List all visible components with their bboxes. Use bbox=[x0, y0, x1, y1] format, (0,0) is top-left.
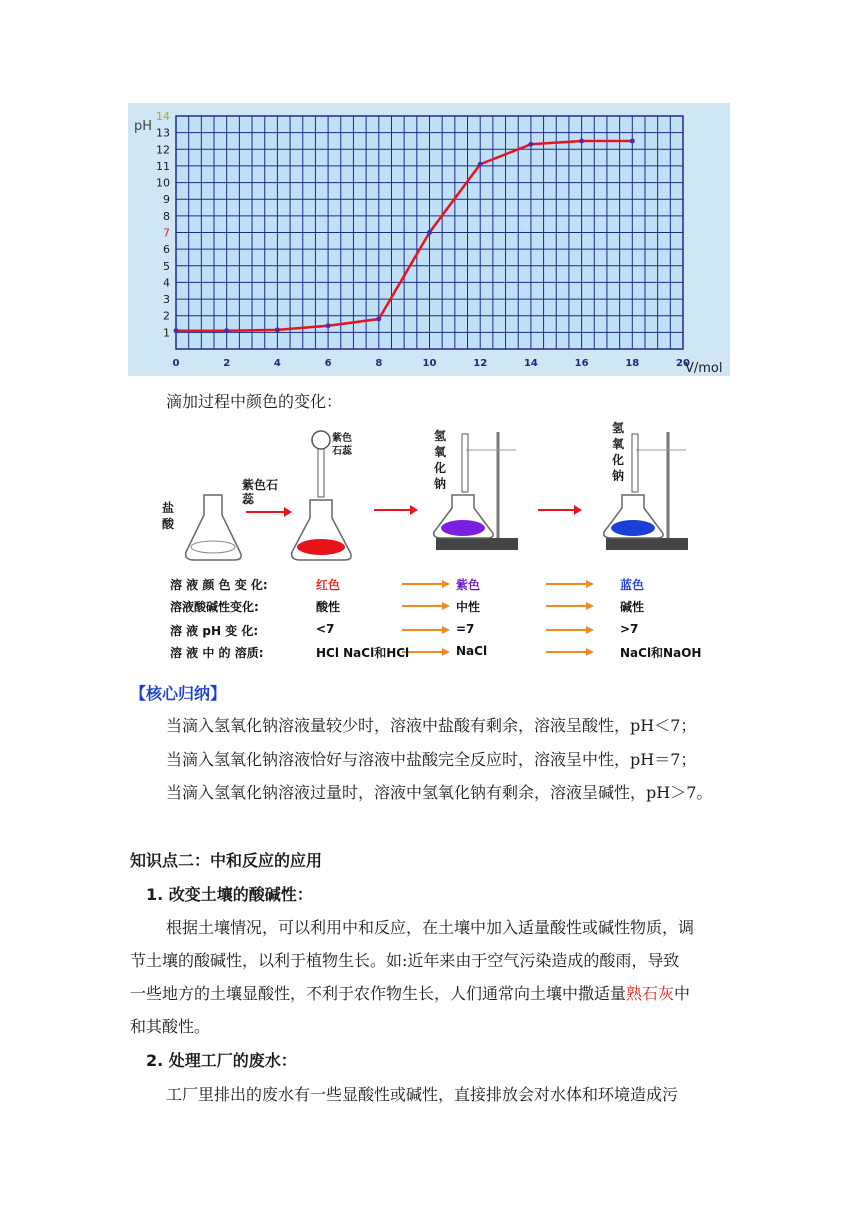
titration-process-figure bbox=[162, 420, 706, 670]
table-arrow-head bbox=[442, 648, 450, 656]
table-arrow-head bbox=[442, 626, 450, 634]
data-point bbox=[376, 317, 381, 322]
data-point bbox=[478, 162, 483, 167]
process-table-cell: 蓝色 bbox=[620, 578, 645, 592]
core-line-3: 当滴入氢氧化钠溶液过量时，溶液中氢氧化钠有剩余，溶液呈碱性，pH＞7。 bbox=[166, 783, 713, 802]
arrow-icon bbox=[246, 507, 292, 517]
item1-line-3 bbox=[130, 984, 690, 1004]
table-arrows bbox=[402, 580, 594, 656]
data-point bbox=[275, 327, 280, 332]
process-table-cell: NaCl bbox=[456, 644, 488, 658]
process-table-cell: 红色 bbox=[316, 578, 341, 592]
y-tick-label: 12 bbox=[156, 143, 170, 157]
y-tick-label: 11 bbox=[156, 159, 170, 173]
data-point bbox=[579, 138, 584, 143]
table-arrow-head bbox=[442, 580, 450, 588]
process-table-cell: 中性 bbox=[456, 600, 481, 614]
y-tick-label: 8 bbox=[163, 209, 170, 223]
litmus-dropper-label: 紫色石蕊 bbox=[332, 433, 352, 457]
y-tick-label: 4 bbox=[163, 276, 170, 290]
y-tick-label: 10 bbox=[156, 176, 170, 190]
flask-hcl bbox=[186, 495, 241, 560]
y-tick-label: 6 bbox=[163, 243, 170, 257]
litmus-arrow-label: 紫色石蕊 bbox=[242, 478, 279, 506]
item1-title: 1. 改变土壤的酸碱性： bbox=[146, 885, 313, 904]
table-arrow-head bbox=[586, 580, 594, 588]
y-tick-label: 3 bbox=[163, 293, 170, 307]
x-tick-label: 8 bbox=[375, 358, 383, 369]
data-point bbox=[630, 138, 635, 143]
process-table-cell: =7 bbox=[456, 622, 475, 636]
y-tick-label: 2 bbox=[163, 309, 170, 323]
x-tick-label: 20 bbox=[676, 358, 690, 369]
naoh-label-1: 氢氧化钠 bbox=[434, 429, 447, 491]
x-tick-label: 4 bbox=[273, 358, 281, 369]
x-tick-label: 14 bbox=[523, 358, 538, 369]
x-tick-label: 12 bbox=[473, 358, 488, 369]
x-tick-label: 0 bbox=[172, 358, 180, 369]
flask-red bbox=[292, 500, 351, 560]
x-tick-label: 6 bbox=[324, 358, 332, 369]
arrow-icon bbox=[374, 505, 418, 515]
process-table-cell: 紫色 bbox=[456, 578, 481, 592]
highlight-slaked-lime: 熟石灰 bbox=[626, 984, 675, 1003]
item1-line-4: 和其酸性。 bbox=[130, 1017, 211, 1036]
x-axis-label: V/mol bbox=[685, 361, 723, 376]
data-point bbox=[326, 323, 331, 328]
y-tick-label: 13 bbox=[156, 126, 170, 140]
process-table-cell: >7 bbox=[620, 622, 639, 636]
y-tick-label: 5 bbox=[163, 259, 170, 273]
table-arrow-head bbox=[586, 648, 594, 656]
color-change-intro: 滴加过程中颜色的变化： bbox=[166, 392, 343, 411]
item1-line-3-text: 一些地方的土壤显酸性，不利于农作物生长，人们通常向土壤中撒适量 bbox=[130, 984, 627, 1003]
data-point bbox=[224, 328, 229, 333]
hcl-label: 盐酸 bbox=[162, 501, 175, 531]
process-table-cell: 溶 液 pH 变 化: bbox=[170, 624, 259, 638]
data-point bbox=[528, 142, 533, 147]
process-table-cell: <7 bbox=[316, 622, 335, 636]
process-table-cell: 酸性 bbox=[316, 600, 341, 614]
item1-line-3-tail: 中 bbox=[674, 984, 691, 1003]
y-axis-label: pH bbox=[134, 119, 153, 134]
dropper-icon bbox=[312, 431, 330, 497]
core-line-2: 当滴入氢氧化钠溶液恰好与溶液中盐酸完全反应时，溶液呈中性，pH＝7； bbox=[166, 750, 697, 769]
x-tick-label: 16 bbox=[574, 358, 589, 369]
data-point bbox=[427, 230, 432, 235]
process-table-cell: 溶 液 颜 色 变 化: bbox=[170, 578, 268, 592]
y-tick-label: 9 bbox=[163, 193, 170, 207]
x-tick-label: 18 bbox=[625, 358, 640, 369]
chart-canvas bbox=[128, 103, 730, 376]
section2-title: 知识点二：中和反应的应用 bbox=[130, 851, 323, 870]
process-table-cell: 溶 液 中 的 溶质: bbox=[170, 646, 264, 660]
process-table-cell: 碱性 bbox=[620, 600, 645, 614]
process-table-cell: NaCl和NaOH bbox=[620, 646, 702, 660]
naoh-label-2: 氢氧化钠 bbox=[612, 421, 625, 483]
core-heading: 【核心归纳】 bbox=[130, 684, 227, 703]
table-arrow-head bbox=[586, 626, 594, 634]
data-point bbox=[174, 328, 179, 333]
item2-title: 2. 处理工厂的废水： bbox=[146, 1051, 297, 1070]
process-table-cell: HCl NaCl和HCl bbox=[316, 646, 410, 660]
y-tick-label: 1 bbox=[163, 326, 170, 340]
x-tick-label: 10 bbox=[422, 358, 437, 369]
y-tick-label: 14 bbox=[156, 110, 170, 123]
x-tick-label: 2 bbox=[223, 358, 231, 369]
item1-line-1: 根据土壤情况，可以利用中和反应，在土壤中加入适量酸性或碱性物质，调 bbox=[166, 918, 695, 937]
item1-line-2: 节土壤的酸碱性，以利于植物生长。如:近年来由于空气污染造成的酸雨，导致 bbox=[130, 951, 680, 970]
core-line-1: 当滴入氢氧化钠溶液量较少时，溶液中盐酸有剩余，溶液呈酸性，pH＜7； bbox=[166, 716, 697, 735]
ph-titration-chart bbox=[128, 103, 730, 376]
table-arrow-head bbox=[586, 602, 594, 610]
y-tick-label: 7 bbox=[163, 226, 170, 240]
process-table-cell: 溶液酸碱性变化: bbox=[170, 600, 259, 614]
item2-line-1: 工厂里排出的废水有一些显酸性或碱性，直接排放会对水体和环境造成污 bbox=[166, 1085, 679, 1104]
arrow-icon bbox=[538, 505, 582, 515]
table-arrow-head bbox=[442, 602, 450, 610]
